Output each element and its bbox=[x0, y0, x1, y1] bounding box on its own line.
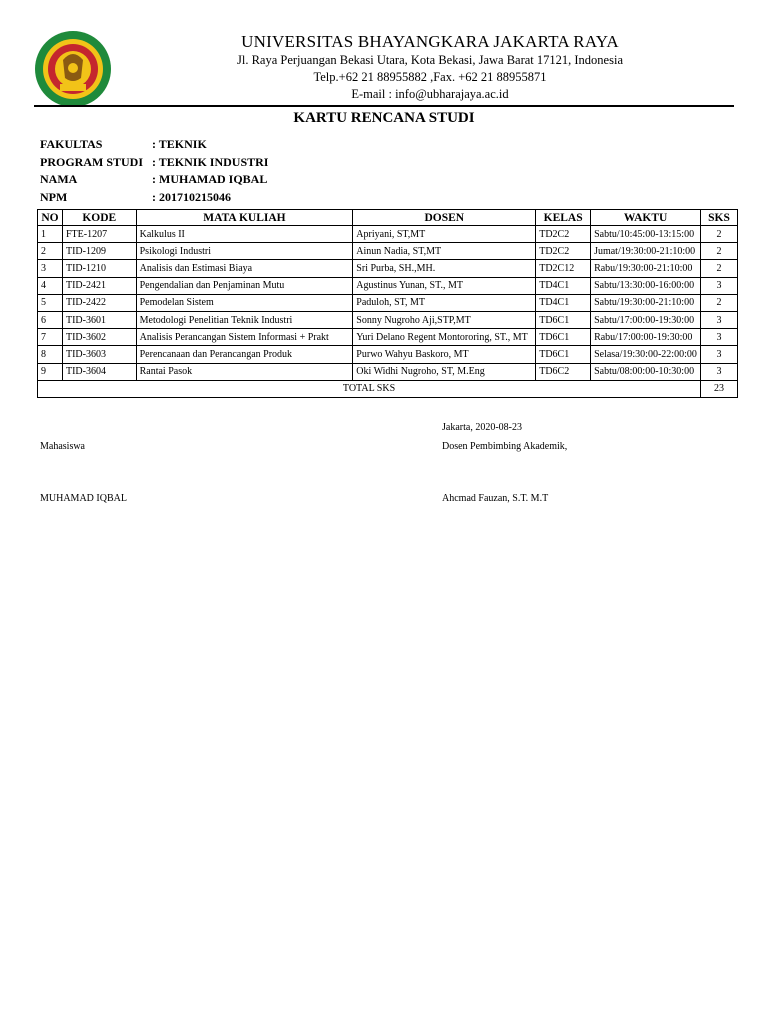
row-number: 6 bbox=[38, 311, 63, 328]
course-code: TID-2421 bbox=[62, 277, 136, 294]
course-name: Metodologi Penelitian Teknik Industri bbox=[136, 311, 353, 328]
table-row bbox=[38, 277, 738, 294]
row-number: 3 bbox=[38, 260, 63, 277]
total-sks-value: 23 bbox=[701, 380, 738, 397]
lecturer: Paduloh, ST, MT bbox=[353, 294, 536, 311]
info-label: FAKULTAS bbox=[40, 137, 103, 151]
table-row bbox=[38, 294, 738, 311]
class-code: TD2C2 bbox=[536, 226, 591, 243]
credits: 2 bbox=[701, 260, 738, 277]
table-row bbox=[38, 346, 738, 363]
schedule: Jumat/19:30:00-21:10:00 bbox=[591, 243, 701, 260]
course-name: Perencanaan dan Perancangan Produk bbox=[136, 346, 353, 363]
class-code: TD6C1 bbox=[536, 311, 591, 328]
row-number: 7 bbox=[38, 329, 63, 346]
info-row-nama bbox=[40, 171, 268, 189]
university-email: E-mail : info@ubharajaya.ac.id bbox=[351, 87, 509, 101]
info-value: : TEKNIK bbox=[152, 137, 207, 151]
row-number: 1 bbox=[38, 226, 63, 243]
schedule: Rabu/17:00:00-19:30:00 bbox=[591, 329, 701, 346]
schedule: Sabtu/17:00:00-19:30:00 bbox=[591, 311, 701, 328]
course-code: TID-3603 bbox=[62, 346, 136, 363]
course-code: TID-3604 bbox=[62, 363, 136, 380]
class-code: TD4C1 bbox=[536, 277, 591, 294]
course-name: Pengendalian dan Penjaminan Mutu bbox=[136, 277, 353, 294]
schedule: Sabtu/13:30:00-16:00:00 bbox=[591, 277, 701, 294]
advisor-role-label: Dosen Pembimbing Akademik, bbox=[442, 441, 568, 452]
total-row bbox=[38, 380, 738, 397]
course-code: TID-3601 bbox=[62, 311, 136, 328]
info-row-npm bbox=[40, 189, 268, 207]
student-info bbox=[40, 136, 268, 206]
credits: 3 bbox=[701, 311, 738, 328]
student-signature-name: MUHAMAD IQBAL bbox=[40, 493, 127, 504]
info-label: PROGRAM STUDI bbox=[40, 154, 144, 169]
course-code: TID-1210 bbox=[62, 260, 136, 277]
schedule: Sabtu/10:45:00-13:15:00 bbox=[591, 226, 701, 243]
schedule: Rabu/19:30:00-21:10:00 bbox=[591, 260, 701, 277]
info-row-fakultas bbox=[40, 136, 268, 154]
column-header: WAKTU bbox=[591, 210, 701, 226]
info-value: : MUHAMAD IQBAL bbox=[152, 172, 268, 186]
credits: 3 bbox=[701, 346, 738, 363]
info-label: NAMA bbox=[40, 172, 78, 186]
credits: 3 bbox=[701, 363, 738, 380]
schedule: Selasa/19:30:00-22:00:00 bbox=[591, 346, 701, 363]
lecturer: Yuri Delano Regent Montororing, ST., MT bbox=[353, 329, 536, 346]
lecturer: Sonny Nugroho Aji,STP,MT bbox=[353, 311, 536, 328]
table-header-row bbox=[38, 210, 738, 226]
place-date: Jakarta, 2020-08-23 bbox=[442, 422, 522, 433]
row-number: 8 bbox=[38, 346, 63, 363]
course-name: Analisis Perancangan Sistem Informasi + Prakt bbox=[136, 329, 353, 346]
column-header: NO bbox=[38, 210, 63, 226]
class-code: TD6C1 bbox=[536, 346, 591, 363]
table-row bbox=[38, 226, 738, 243]
credits: 2 bbox=[701, 294, 738, 311]
table-row bbox=[38, 260, 738, 277]
course-code: TID-2422 bbox=[62, 294, 136, 311]
course-code: TID-3602 bbox=[62, 329, 136, 346]
course-name: Analisis dan Estimasi Biaya bbox=[136, 260, 353, 277]
class-code: TD4C1 bbox=[536, 294, 591, 311]
university-address: Jl. Raya Perjuangan Bekasi Utara, Kota Bekasi, Jawa Barat 17121, Indonesia bbox=[236, 53, 623, 67]
info-value: : TEKNIK INDUSTRI bbox=[152, 154, 269, 169]
column-header: DOSEN bbox=[353, 210, 536, 226]
lecturer: Agustinus Yunan, ST., MT bbox=[353, 277, 536, 294]
class-code: TD2C2 bbox=[536, 243, 591, 260]
table-row bbox=[38, 363, 738, 380]
lecturer: Purwo Wahyu Baskoro, MT bbox=[353, 346, 536, 363]
row-number: 9 bbox=[38, 363, 63, 380]
table-row bbox=[38, 329, 738, 346]
info-value: : 201710215046 bbox=[152, 189, 231, 204]
class-code: TD6C2 bbox=[536, 363, 591, 380]
table-row bbox=[38, 243, 738, 260]
row-number: 5 bbox=[38, 294, 63, 311]
credits: 3 bbox=[701, 329, 738, 346]
row-number: 4 bbox=[38, 277, 63, 294]
total-sks-label: TOTAL SKS bbox=[38, 380, 701, 397]
info-row-program-studi bbox=[40, 154, 268, 172]
lecturer: Sri Purba, SH.,MH. bbox=[353, 260, 536, 277]
university-name: UNIVERSITAS BHAYANGKARA JAKARTA RAYA bbox=[241, 32, 619, 51]
student-role-label: Mahasiswa bbox=[40, 441, 85, 452]
table-row bbox=[38, 311, 738, 328]
course-name: Rantai Pasok bbox=[136, 363, 353, 380]
university-phone: Telp.+62 21 88955882 ,Fax. +62 21 88955871 bbox=[313, 70, 547, 84]
class-code: TD6C1 bbox=[536, 329, 591, 346]
course-code: TID-1209 bbox=[62, 243, 136, 260]
university-logo bbox=[34, 30, 112, 108]
credits: 3 bbox=[701, 277, 738, 294]
lecturer: Oki Widhi Nugroho, ST, M.Eng bbox=[353, 363, 536, 380]
lecturer: Apriyani, ST,MT bbox=[353, 226, 536, 243]
credits: 2 bbox=[701, 243, 738, 260]
letterhead bbox=[130, 32, 730, 103]
row-number: 2 bbox=[38, 243, 63, 260]
info-label: NPM bbox=[40, 189, 68, 204]
column-header: KODE bbox=[62, 210, 136, 226]
schedule: Sabtu/19:30:00-21:10:00 bbox=[591, 294, 701, 311]
course-name: Psikologi Industri bbox=[136, 243, 353, 260]
column-header: KELAS bbox=[536, 210, 591, 226]
schedule: Sabtu/08:00:00-10:30:00 bbox=[591, 363, 701, 380]
advisor-signature-name: Ahcmad Fauzan, S.T. M.T bbox=[442, 493, 549, 504]
column-header: SKS bbox=[701, 210, 738, 226]
course-table bbox=[37, 209, 738, 398]
lecturer: Ainun Nadia, ST,MT bbox=[353, 243, 536, 260]
header-divider bbox=[34, 105, 734, 107]
credits: 2 bbox=[701, 226, 738, 243]
course-name: Kalkulus II bbox=[136, 226, 353, 243]
document-title: KARTU RENCANA STUDI bbox=[293, 110, 475, 126]
column-header: MATA KULIAH bbox=[136, 210, 353, 226]
course-name: Pemodelan Sistem bbox=[136, 294, 353, 311]
class-code: TD2C12 bbox=[536, 260, 591, 277]
course-code: FTE-1207 bbox=[62, 226, 136, 243]
